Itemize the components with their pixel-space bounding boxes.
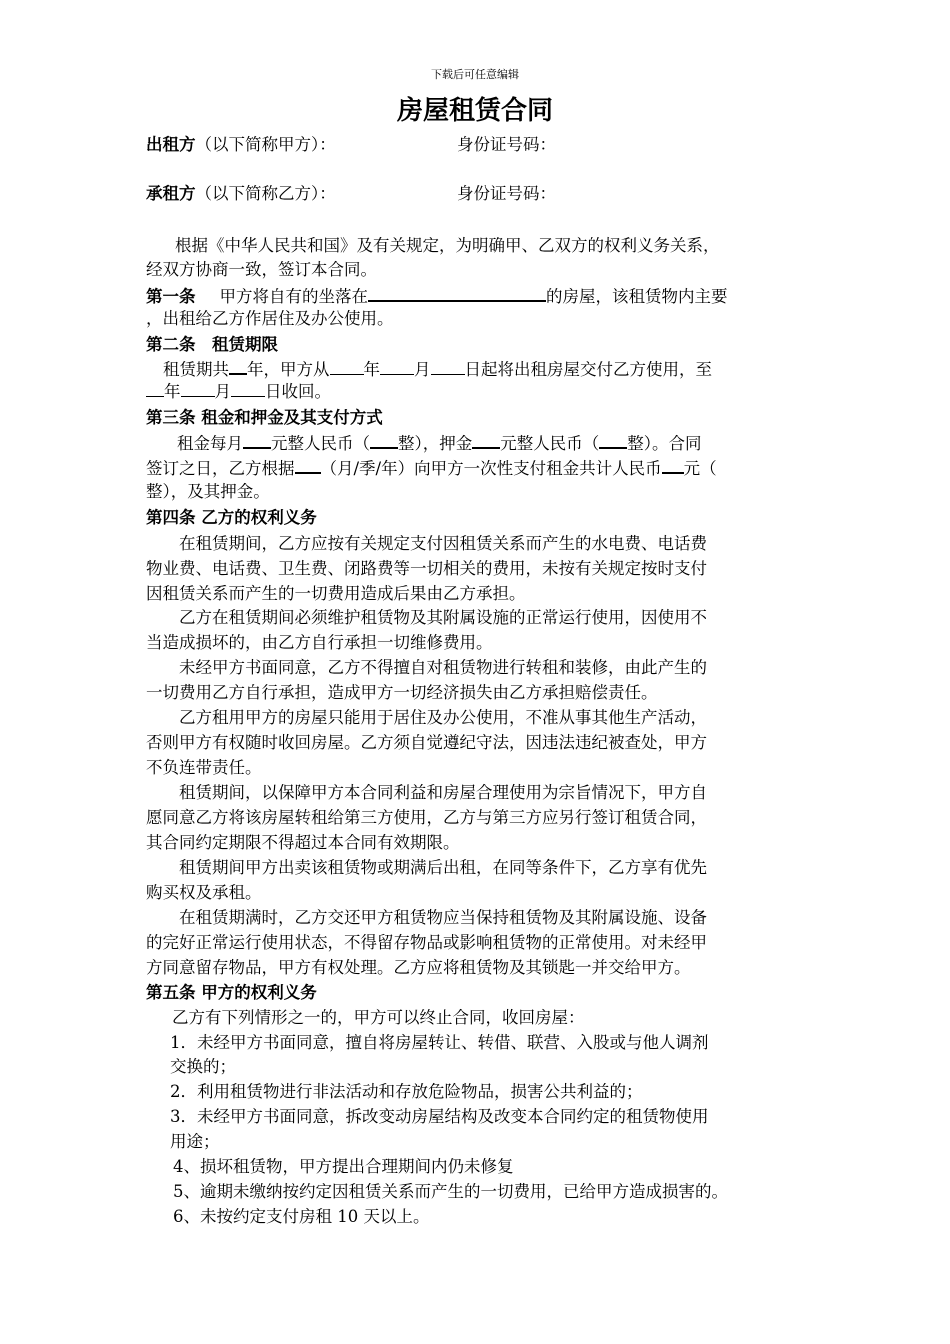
article-4-line: 物业费、电话费、卫生费、闭路费等一切相关的费用，未按有关规定按时支付 <box>146 559 707 578</box>
document-title: 房屋租赁合同 <box>396 96 553 126</box>
article-4-line: 因租赁关系而产生的一切费用造成后果由乙方承担。 <box>146 584 526 603</box>
article-5-item: 5、逾期未缴纳按约定因租赁关系而产生的一切费用，已给甲方造成损害的。 <box>173 1182 728 1201</box>
text: 日起将出租房屋交付乙方使用，至 <box>464 360 712 379</box>
term-years-blank <box>229 356 247 375</box>
text: 年，甲方从 <box>247 360 330 379</box>
article-5-item: 1．未经甲方书面同意，擅自将房屋转让、转借、联营、入股或与他人调剂 <box>170 1033 709 1052</box>
article-4-line: 当造成损坏的，由乙方自行承担一切维修费用。 <box>146 633 493 652</box>
article-4-line: 的完好正常运行使用状态，不得留存物品或影响租赁物的正常使用。对未经甲 <box>146 933 707 952</box>
text: 元整人民币（ <box>500 434 600 453</box>
location-blank <box>368 283 546 302</box>
period-blank <box>295 455 321 474</box>
article-4-heading: 第四条 乙方的权利义务 <box>146 508 317 527</box>
article-3-heading: 第三条 租金和押金及其支付方式 <box>146 408 383 427</box>
article-4-line: 乙方在租赁期间必须维护租赁物及其附属设施的正常运行使用，因使用不 <box>179 608 707 627</box>
article-5-item: 交换的； <box>170 1057 236 1076</box>
text: 月 <box>414 360 431 379</box>
start-month-blank <box>380 358 414 375</box>
text: （月/季/年）向甲方一次性支付租金共计人民币 <box>320 459 662 478</box>
lessee-label: 承租方 <box>146 184 196 203</box>
text: 签订之日，乙方根据 <box>146 459 295 478</box>
lessee-desc: （以下简称乙方）： <box>195 184 336 203</box>
monthly-rent-blank <box>243 430 271 449</box>
text: 月 <box>214 382 231 401</box>
article-5-item: 2．利用租赁物进行非法活动和存放危险物品，损害公共利益的； <box>170 1082 643 1101</box>
article-4-line: 方同意留存物品，甲方有权处理。乙方应将租赁物及其锁匙一并交给甲方。 <box>146 958 691 977</box>
article-5-item: 3．未经甲方书面同意，拆改变动房屋结构及改变本合同约定的租赁物使用 <box>170 1107 709 1126</box>
text: 日收回。 <box>265 382 331 401</box>
article-4-line: 愿同意乙方将该房屋转租给第三方使用，乙方与第三方应另行签订租赁合同， <box>146 808 707 827</box>
article-4-line: 租赁期间，以保障甲方本合同利益和房屋合理使用为宗旨情况下，甲方自 <box>179 783 707 802</box>
preamble-line-2: 经双方协商一致，签订本合同。 <box>146 260 377 279</box>
text: 元整人民币（ <box>271 434 370 453</box>
lessor-id-label: 身份证号码： <box>457 135 556 154</box>
article-3-line-2 <box>146 455 717 481</box>
text: 年 <box>363 360 380 379</box>
article-1-line-2: ，出租给乙方作居住及办公使用。 <box>146 309 394 328</box>
article-2-heading: 第二条 租赁期限 <box>146 335 278 354</box>
article-2-line-2 <box>146 380 331 404</box>
deposit-blank <box>472 430 500 449</box>
article-4-line: 否则甲方有权随时收回房屋。乙方须自觉遵纪守法，因违法违纪被查处，甲方 <box>146 733 707 752</box>
article-4-line: 租赁期间甲方出卖该租赁物或期满后出租，在同等条件下，乙方享有优先 <box>179 858 707 877</box>
article-4-line: 乙方租用甲方的房屋只能用于居住及办公使用，不准从事其他生产活动， <box>179 708 707 727</box>
total-rent-blank <box>662 455 684 474</box>
article-3-line-1 <box>177 430 702 456</box>
lessee-id-label: 身份证号码： <box>457 184 556 203</box>
header-note: 下载后可任意编辑 <box>431 68 519 81</box>
article-4-line: 不负连带责任。 <box>146 758 262 777</box>
text: 整），押金 <box>398 434 473 453</box>
end-month-blank <box>181 380 215 397</box>
start-day-blank <box>431 358 465 375</box>
lessor-desc: （以下简称甲方）： <box>195 135 336 154</box>
article-5-line: 乙方有下列情形之一的，甲方可以终止合同，收回房屋： <box>172 1008 585 1027</box>
preamble-line-1: 根据《中华人民共和国》及有关规定，为明确甲、乙双方的权利义务关系， <box>175 236 720 255</box>
end-day-blank <box>231 380 265 397</box>
article-5-heading: 第五条 甲方的权利义务 <box>146 983 317 1002</box>
article-4-line: 其合同约定期限不得超过本合同有效期限。 <box>146 833 460 852</box>
article-1-heading: 第一条 <box>146 287 196 306</box>
article-4-line: 在租赁期间，乙方应按有关规定支付因租赁关系而产生的水电费、电话费 <box>179 534 707 553</box>
article-4-line: 一切费用乙方自行承担，造成甲方一切经济损失由乙方承担赔偿责任。 <box>146 683 658 702</box>
article-1-line-1 <box>146 283 728 309</box>
lessee-line <box>146 182 336 206</box>
start-year-blank <box>330 358 364 375</box>
text: 年 <box>164 382 181 401</box>
article-5-item: 4、损坏租赁物，甲方提出合理期间内仍未修复 <box>173 1157 514 1176</box>
lessor-label: 出租方 <box>146 135 196 154</box>
rent-words-blank <box>370 430 398 449</box>
article-4-line: 在租赁期满时，乙方交还甲方租赁物应当保持租赁物及其附属设施、设备 <box>179 908 707 927</box>
article-1-text: 甲方将自有的坐落在 <box>219 287 368 306</box>
article-5-item: 用途； <box>170 1132 220 1151</box>
article-1-text-cont: 的房屋，该租赁物内主要 <box>546 287 728 306</box>
article-5-item: 6、未按约定支付房租 10 天以上。 <box>173 1207 430 1226</box>
text: 租赁期共 <box>163 360 229 379</box>
end-year-blank <box>146 380 164 397</box>
lessor-line <box>146 133 336 157</box>
text: 元（ <box>683 459 717 478</box>
article-4-line: 未经甲方书面同意，乙方不得擅自对租赁物进行转租和装修，由此产生的 <box>179 658 707 677</box>
deposit-words-blank <box>599 430 627 449</box>
text: 整）。合同 <box>627 434 702 453</box>
article-2-line-1 <box>163 356 712 382</box>
text: 租金每月 <box>177 434 243 453</box>
article-4-line: 购买权及承租。 <box>146 883 262 902</box>
article-3-line-3: 整），及其押金。 <box>146 482 270 501</box>
